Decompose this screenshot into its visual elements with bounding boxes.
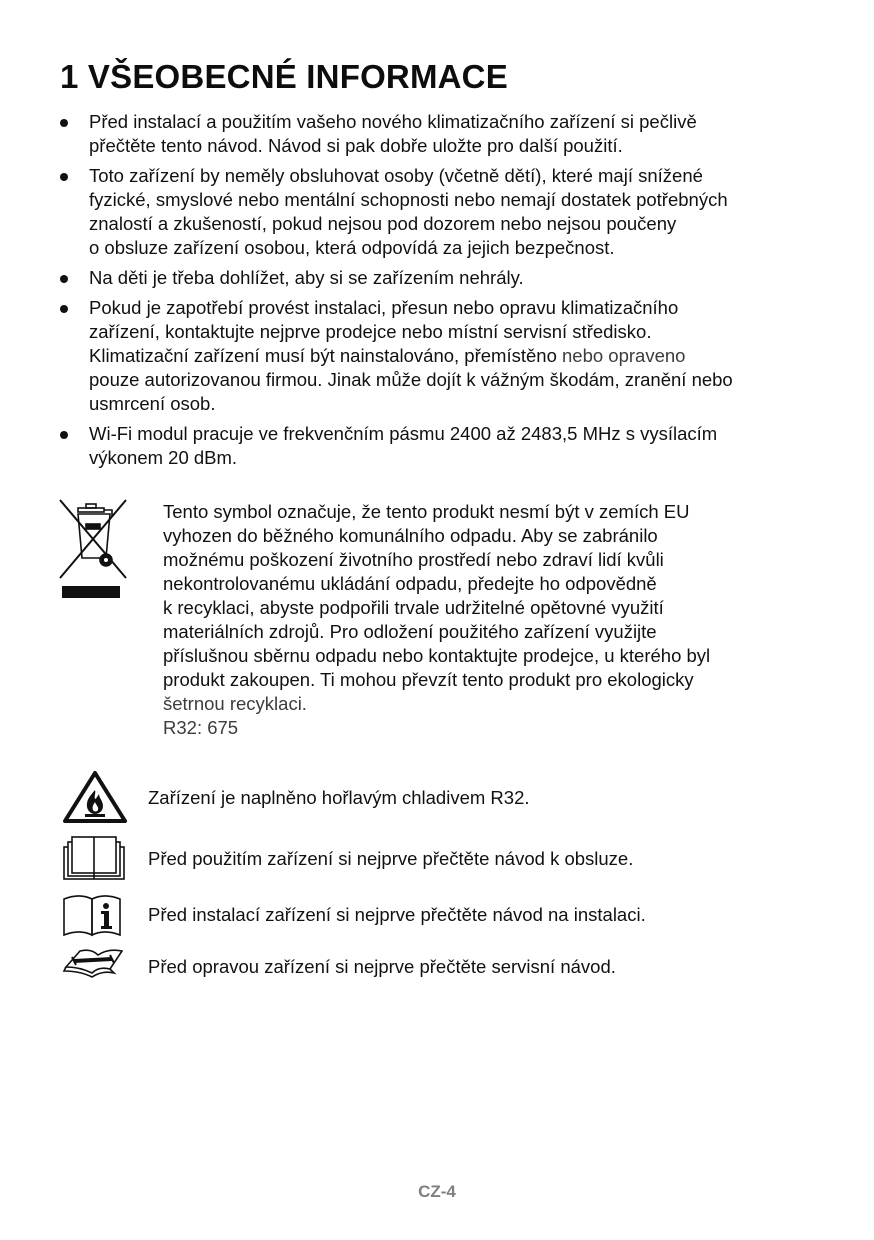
symbol-row-flammable (62, 770, 822, 830)
bullet-line: Pokud je zapotřebí provést instalaci, přesun nebo opravu klimatizačního (89, 297, 679, 318)
symbol-description: Před použitím zařízení si nejprve přečtěte návod k obsluze. (148, 848, 634, 869)
bullet-line: Toto zařízení by neměly obsluhovat osoby (včetně dětí), které mají snížené (89, 165, 703, 186)
bullet-line: výkonem 20 dBm. (89, 447, 238, 468)
bullet-dot-icon (60, 431, 68, 439)
bullet-line: Na děti je třeba dohlížet, aby si se zařízením nehrály. (89, 267, 524, 288)
service-manual-wrench-icon (62, 947, 126, 984)
bullet-item-restricted-users (58, 164, 828, 260)
symbol-row-operator-manual (62, 835, 822, 895)
bullet-item-wifi-module (58, 422, 828, 470)
bullet-line: pouze autorizovanou firmou. Jinak může dojít k vážným škodám, zranění nebo (89, 369, 733, 390)
notice-line: příslušnou sběrnu odpadu nebo kontaktujte prodejce, u kterého byl (163, 645, 711, 666)
bullet-line (89, 344, 828, 368)
bullet-dot-icon (60, 275, 68, 283)
bullet-line-gray-fragment: nebo opraveno (562, 345, 686, 366)
notice-line: materiálních zdrojů. Pro odložení použitého zařízení využijte (163, 621, 657, 642)
symbol-row-installation-manual (62, 891, 822, 951)
installation-manual-info-icon (62, 891, 124, 942)
page-title: 1 VŠEOBECNÉ INFORMACE (60, 58, 508, 95)
bullet-item-read-manual (58, 110, 828, 158)
symbol-row-service-manual (62, 947, 822, 1007)
bullet-line: o obsluze zařízení osobou, která odpovídá za jejich bezpečnost. (89, 237, 615, 258)
general-info-bullet-list (58, 110, 828, 476)
bullet-line: znalostí a zkušeností, pokud nejsou pod dozorem nebo nejsou poučeny (89, 213, 677, 234)
bullet-line: Před instalací a použitím vašeho nového klimatizačního zařízení si pečlivě (89, 111, 697, 132)
bullet-item-children (58, 266, 828, 290)
bullet-line: Wi-Fi modul pracuje ve frekvenčním pásmu 2400 až 2483,5 MHz s vysílacím (89, 423, 718, 444)
notice-line: vyhozen do běžného komunálního odpadu. Aby se zabránilo (163, 525, 658, 546)
notice-line: nekontrolovanému ukládání odpadu, předejte ho odpovědně (163, 573, 657, 594)
notice-line: Tento symbol označuje, že tento produkt nesmí být v zemích EU (163, 501, 690, 522)
bullet-line: zařízení, kontaktujte nejprve prodejce nebo místní servisní středisko. (89, 321, 652, 342)
flammable-warning-icon (62, 770, 128, 829)
bullet-dot-icon (60, 173, 68, 181)
bullet-dot-icon (60, 305, 68, 313)
notice-line: šetrnou recyklaci. (163, 693, 307, 714)
notice-line: možnému poškození životního prostředí nebo zdraví lidí kvůli (163, 549, 664, 570)
bullet-line: fyzické, smyslové nebo mentální schopnosti nebo nemají dostatek potřebných (89, 189, 728, 210)
refrigerant-gwp-value: R32: 675 (163, 717, 239, 738)
page-number: CZ-4 (418, 1182, 456, 1201)
bullet-line: usmrcení osob. (89, 393, 216, 414)
crossed-out-wheelie-bin-icon (58, 498, 128, 600)
bullet-line: přečtěte tento návod. Návod si pak dobře uložte pro další použití. (89, 135, 623, 156)
symbol-description: Zařízení je naplněno hořlavým chladivem R32. (148, 787, 530, 808)
bullet-dot-icon (60, 119, 68, 127)
operator-manual-icon (62, 835, 126, 886)
notice-line: produkt zakoupen. Ti mohou převzít tento produkt pro ekologicky (163, 669, 694, 690)
symbol-description: Před instalací zařízení si nejprve přečtěte návod na instalaci. (148, 904, 646, 925)
weee-disposal-notice (163, 500, 803, 740)
bullet-item-authorized-service (58, 296, 828, 416)
notice-line: k recyklaci, abyste podpořili trvale udržitelné opětovné využití (163, 597, 664, 618)
bullet-line-fragment: Klimatizační zařízení musí být nainstalováno, přemístěno (89, 345, 562, 366)
symbol-description: Před opravou zařízení si nejprve přečtěte servisní návod. (148, 956, 616, 977)
